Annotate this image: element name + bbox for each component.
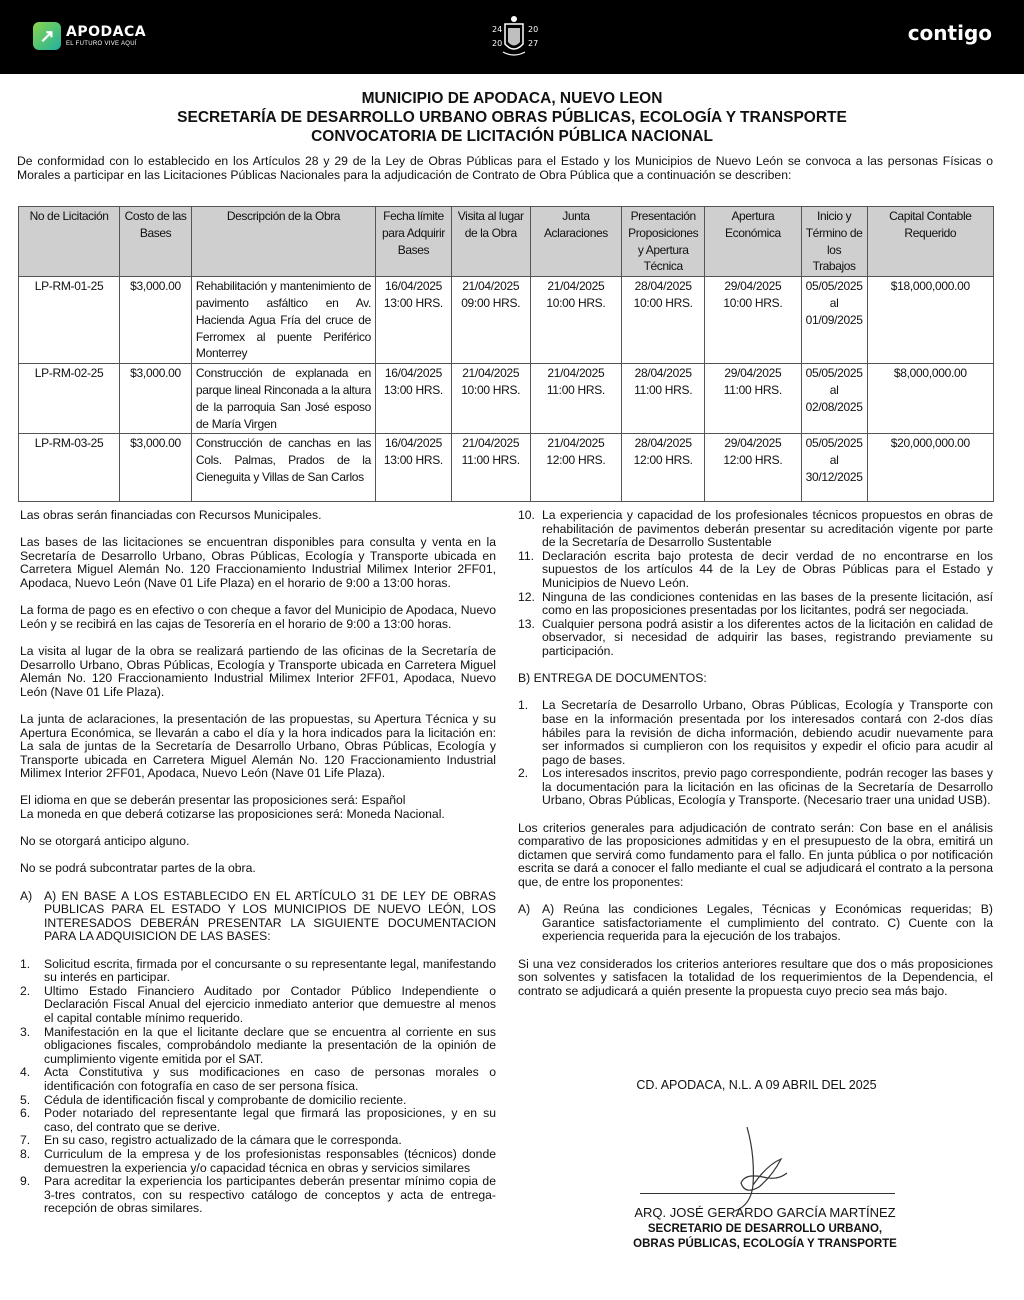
list-item: 12. Ninguna de las condiciones contenidas en las bases de la presente licitación, así como en las proposiciones presentadas por los licitantes, podrá ser negociada. (518, 589, 993, 618)
table-cell: 21/04/2025 11:00 HRS. (530, 364, 622, 434)
table-header: Fecha límite para Adquirir Bases (376, 207, 452, 277)
table-cell: Construcción de explanada en parque lineal Rinconada a la altura de la parroquia San José esposo de María Virgen (191, 364, 375, 434)
table-cell: 16/04/2025 13:00 HRS. (376, 364, 452, 434)
table-cell: 29/04/2025 12:00 HRS. (705, 434, 801, 502)
paragraph: Los criterios generales para adjudicación de contrato serán: Con base en el análisis comparativo de las proposiciones admitidas y en el presupuesto de la obra, emitirá un dictamen que servirá como fundamento para el fallo. En junta pública o por notificación escrita se dará a conocer el fallo mediante el cual se adjudicará el contrato a la persona que, de entre los proponentes: (518, 820, 993, 890)
table-header: Capital Contable Requerido (867, 207, 993, 277)
table-row (19, 364, 994, 434)
list-item: 13. Cualquier persona podrá asistir a los diferentes actos de la licitación en calidad de observador, si necesidad de adquirir las bases, registrando previamente su participación. (518, 616, 993, 658)
bids-table (18, 206, 994, 502)
table-header: Apertura Económica (705, 207, 801, 277)
list-item: 5. Cédula de identificación fiscal y comprobante de domicilio reciente. (20, 1092, 407, 1107)
list-item: 9. Para acreditar la experiencia los participantes deberán presentar mínimo copia de 3-tres contratos, con su respectivo catálogo de conceptos y acta de entrega-recepción de obras similares. (20, 1174, 496, 1216)
table-cell: 16/04/2025 13:00 HRS. (376, 434, 452, 502)
signer-title-line-1: SECRETARIO DE DESARROLLO URBANO, (647, 1223, 883, 1235)
intro-paragraph: De conformidad con lo establecido en los Artículos 28 y 29 de la Ley de Obras Públicas para el Estado y los Municipios de Nuevo León se convoca a las personas Físicas o Morales a participar en las Licitaciones Públicas Nacionales para la adjudicación de Contrato de Obra Pública que a continuación se describen: (17, 154, 993, 182)
table-cell: 16/04/2025 13:00 HRS. (376, 277, 452, 364)
table-cell: 21/04/2025 11:00 HRS. (451, 434, 530, 502)
table-header: No de Licitación (19, 207, 120, 277)
paragraph: Si una vez considerados los criterios anteriores resultare que dos o más proposiciones son solventes y satisfacen la totalidad de los requerimientos de la Dependencia, el contrato se adjudicará a quién presente la propuesta cuyo precio sea más bajo. (518, 956, 993, 998)
brand-tagline: EL FUTURO VIVE AQUÍ (66, 41, 137, 47)
list-text: A) EN BASE A LOS ESTABLECIDO EN EL ARTÍCULO 31 DE LEY DE OBRAS PUBLICAS PARA EL ESTADO Y LOS MUNICIPIOS DE NUEVO LEÓN, LOS INTERESADOS DEBERÁN PRESENTAR LA SIGUIENTE DOCUMENTACION PARA LA ADQUISICION DE LAS BASES: (44, 888, 496, 944)
header-bar (0, 0, 1024, 74)
paragraph: La moneda en que deberá cotizarse las proposiciones será: Moneda Nacional. (20, 807, 445, 822)
list-item: 2. Ultimo Estado Financiero Auditado por Contador Público Independiente o Declaración Fiscal Anual del ejercicio inmediato anterior que demuestre al menos el capital contable mínimo requerido. (20, 983, 496, 1025)
table-cell: LP-RM-02-25 (19, 364, 120, 434)
paragraph: La visita al lugar de la obra se realizará partiendo de las oficinas de la Secretaría de Desarrollo Urbano, Obras Públicas, Ecología y Transporte ubicada en Carretera Miguel Alemán No. 120 Fraccionamiento Industrial Milimex Interior 2FF01, Apodaca, Nuevo León (Nave 01 Life Plaza). (20, 643, 496, 699)
table-header: Visita al lugar de la Obra (451, 207, 530, 277)
seal-year-a: 20 (528, 25, 539, 34)
table-cell: $3,000.00 (120, 364, 192, 434)
table-header: Costo de las Bases (120, 207, 192, 277)
list-text: A) Reúna las condiciones Legales, Técnicas y Económicas requeridas; B) Garantice satisfactoriamente el cumplimiento del contrato. C) Cuente con la experiencia requerida para la ejecución de los trabajos. (542, 902, 993, 944)
table-cell: 28/04/2025 10:00 HRS. (622, 277, 705, 364)
table-cell: Construcción de canchas en las Cols. Palmas, Prados de la Cieneguita y Villas de San Carlos (191, 434, 375, 502)
brand-name: APODACA (66, 24, 147, 40)
table-cell: 21/04/2025 10:00 HRS. (530, 277, 622, 364)
list-number: A) (518, 902, 531, 917)
list-number: A) (20, 888, 33, 903)
seal-year-d: 27 (528, 39, 539, 48)
contigo-logo: contigo (907, 21, 992, 45)
list-item (518, 903, 993, 944)
signer-name: ARQ. JOSÉ GERARDO GARCÍA MARTÍNEZ (634, 1205, 896, 1220)
signer-title-line-2: OBRAS PÚBLICAS, ECOLOGÍA Y TRANSPORTE (633, 1238, 897, 1250)
left-column (20, 509, 496, 1216)
right-column (518, 509, 993, 1012)
table-header: Descripción de la Obra (191, 207, 375, 277)
table-cell: $3,000.00 (120, 434, 192, 502)
list-item: 4. Acta Constitutiva y sus modificaciones en caso de personas morales o identificación con fotografía en caso de ser persona física. (20, 1065, 496, 1093)
table-header: Junta Aclaraciones (530, 207, 622, 277)
title-line-1: MUNICIPIO DE APODACA, NUEVO LEON (361, 90, 663, 107)
list-item: 7. En su caso, registro actualizado de la cámara que le corresponda. (20, 1133, 402, 1148)
table-cell: LP-RM-01-25 (19, 277, 120, 364)
table-cell: 21/04/2025 12:00 HRS. (530, 434, 622, 502)
list-item: 3. Manifestación en la que el licitante declare que se encuentra al corriente en sus obligaciones fiscales, comprobándolo mediante la presentación de la opinión de cumplimiento vigente emitida por el SAT. (20, 1024, 496, 1066)
paragraph: El idioma en que se deberán presentar las proposiciones será: Español (20, 793, 406, 808)
table-cell: 05/05/2025 al 30/12/2025 (801, 434, 867, 502)
date-line: CD. APODACA, N.L. A 09 ABRIL DEL 2025 (636, 1078, 877, 1092)
paragraph: No se podrá subcontratar partes de la obra. (20, 861, 256, 876)
table-cell: $18,000,000.00 (867, 277, 993, 364)
table-cell: 21/04/2025 10:00 HRS. (451, 364, 530, 434)
table-row (19, 434, 994, 502)
signature-line (640, 1193, 895, 1194)
table-row (19, 277, 994, 364)
table-cell: 28/04/2025 11:00 HRS. (622, 364, 705, 434)
list-item: 6. Poder notariado del representante legal que firmará las proposiciones, y en su caso, del contrato que se derive. (20, 1106, 496, 1134)
table-header: Presentación Proposiciones y Apertura Técnica (622, 207, 705, 277)
table-cell: Rehabilitación y mantenimiento de pavimento asfáltico en Av. Hacienda Agua Fría del cruce de Ferromex al puente Periférico Monterrey (191, 277, 375, 364)
table-cell: 28/04/2025 12:00 HRS. (622, 434, 705, 502)
title-line-2: SECRETARÍA DE DESARROLLO URBANO OBRAS PÚBLICAS, ECOLOGÍA Y TRANSPORTE (177, 109, 847, 126)
document-title (0, 89, 1024, 146)
paragraph: La forma de pago es en efectivo o con cheque a favor del Municipio de Apodaca, Nuevo León y se recibirá en las cajas de Tesorería en el horario de 9:00 a 13:00 horas. (20, 603, 496, 631)
apodaca-logo-icon: ↗ (33, 22, 61, 50)
apodaca-logo (33, 22, 146, 50)
table-cell: LP-RM-03-25 (19, 434, 120, 502)
list-item: 1. La Secretaría de Desarrollo Urbano, Obras Públicas, Ecología y Transporte con base en la información presentada por los interesados contará con 2-dos días hábiles para la revisión de dicha información, debiendo acudir nuevamente para ser informados si cumplieron con los requisitos y expedir el oficio para acudir al pago de bases. (518, 698, 993, 767)
signature-icon (715, 1125, 795, 1215)
paragraph: Las obras serán financiadas con Recursos Municipales. (20, 508, 322, 522)
list-item (20, 890, 496, 944)
title-line-3: CONVOCATORIA DE LICITACIÓN PÚBLICA NACIONAL (311, 128, 713, 145)
table-cell: 21/04/2025 09:00 HRS. (451, 277, 530, 364)
table-cell: 05/05/2025 al 02/08/2025 (801, 364, 867, 434)
signer-title (520, 1222, 1010, 1252)
table-cell: $8,000,000.00 (867, 364, 993, 434)
list-item: 11. Declaración escrita bajo protesta de decir verdad de no encontrarse en los supuestos de los artículos 44 de la Ley de Obras Públicas para el Estado y Municipios de Nuevo León. (518, 548, 993, 590)
table-cell: 05/05/2025 al 01/09/2025 (801, 277, 867, 364)
list-item: 8. Curriculum de la empresa y de los profesionistas responsables (técnicos) donde demuestren la experiencia y/o capacidad técnica en obras y servicios similares (20, 1146, 496, 1175)
seal-year-c: 20 (492, 39, 503, 48)
list-item: 1. Solicitud escrita, firmada por el concursante o su representante legal, manifestando su interés en participar. (20, 956, 496, 985)
table-cell: $3,000.00 (120, 277, 192, 364)
table-header: Inicio y Término de los Trabajos (801, 207, 867, 277)
table-cell: 29/04/2025 11:00 HRS. (705, 364, 801, 434)
paragraph: No se otorgará anticipo alguno. (20, 834, 190, 849)
municipal-seal-icon (488, 12, 540, 62)
paragraph: La junta de aclaraciones, la presentación de las propuestas, su Apertura Técnica y su Apertura Económica, se llevarán a cabo el día y la hora indicados para la licitación en: La sala de juntas de la Secretaría de Desarrollo Urbano, Obras Públicas, Ecología y Transporte ubicada en Carretera Miguel Alemán No. 120 Fraccionamiento Industrial Milimex Interior 2FF01, Apodaca, Nuevo León (Nave 01 Life Plaza). (20, 711, 496, 781)
seal-year-b: 24 (492, 25, 503, 34)
table-cell: 29/04/2025 10:00 HRS. (705, 277, 801, 364)
paragraph: Las bases de las licitaciones se encuentran disponibles para consulta y venta en la Secretaría de Desarrollo Urbano, Obras Públicas, Ecología y Transporte ubicada en Carretera Miguel Alemán No. 120 Fraccionamiento Industrial Milimex Interior 2FF01, Apodaca, Nuevo León (Nave 01 Life Plaza) en el horario de 9:00 a 13:00 horas. (20, 535, 496, 590)
table-header-row (19, 207, 994, 277)
section-b-title: B) ENTREGA DE DOCUMENTOS: (518, 671, 707, 686)
list-item: 10. La experiencia y capacidad de los profesionales técnicos propuestos en obras de rehabilitación de pavimentos deberán presentar su acreditación vigente por parte de la Secretaría de Desarrollo Sustentable (518, 508, 993, 550)
list-item: 2. Los interesados inscritos, previo pago correspondiente, podrán recoger las bases y la documentación para la licitación en las oficinas de la Secretaría de Desarrollo Urbano, Obras Públicas, Ecología y Transporte. (Necesario traer una unidad USB). (518, 766, 993, 808)
table-cell: $20,000,000.00 (867, 434, 993, 502)
